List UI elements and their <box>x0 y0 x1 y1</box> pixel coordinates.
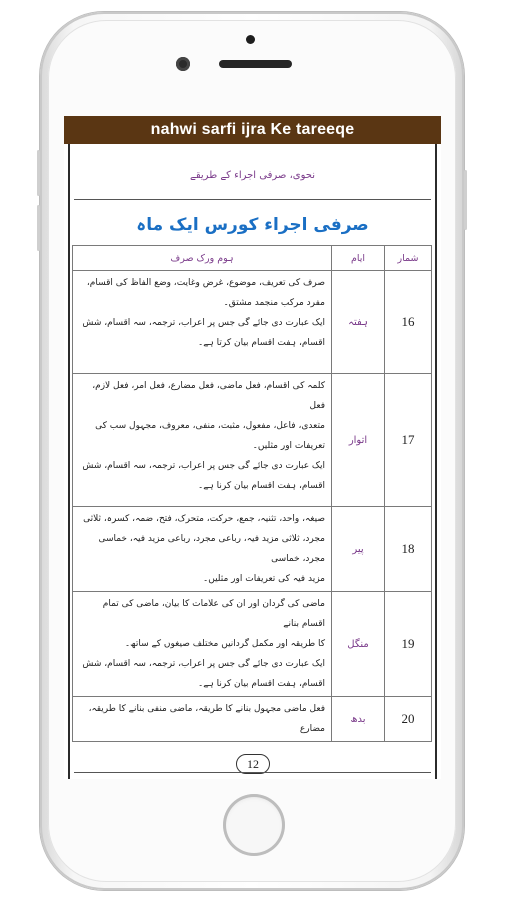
work-line: اقسام، ہفت اقسام بیان کرنا ہے۔ <box>197 481 325 491</box>
row-number: 17 <box>385 374 432 507</box>
work-line: کلمہ کی اقسام، فعل ماضی، فعل مضارع، فعل امر، فعل لازم، فعل <box>92 381 325 411</box>
work-line: ایک عبارت دی جائے گی جس پر اعراب، ترجمہ، سہ اقسام، شش <box>82 461 325 471</box>
work-line: اقسام، ہفت اقسام بیان کرتا ہے۔ <box>197 338 325 348</box>
work-line: مزید فیہ کی تعریفات اور مثلیں۔ <box>202 574 325 584</box>
row-number: 18 <box>385 507 432 592</box>
front-camera <box>176 57 190 71</box>
row-day: منگل <box>332 592 385 697</box>
work-line: ایک عبارت دی جائے گی جس پر اعراب، ترجمہ، سہ اقسام، شش <box>82 318 325 328</box>
row-day: پیر <box>332 507 385 592</box>
row-work <box>73 697 332 742</box>
work-line: ایک عبارت دی جائے گی جس پر اعراب، ترجمہ، سہ اقسام، شش <box>82 659 325 669</box>
earpiece-speaker <box>219 60 292 68</box>
work-line: ماضی کی گردان اور ان کی علامات کا بیان، ماضی کی تمام اقسام بنانے <box>102 599 325 629</box>
row-work <box>73 374 332 507</box>
table-row <box>73 697 432 742</box>
table-header-row <box>73 246 432 271</box>
row-work <box>73 271 332 374</box>
work-line: تعریفات اور مثلیں۔ <box>252 441 325 451</box>
book-page[interactable] <box>64 144 441 779</box>
running-head: نحوی، صرفی اجراء کے طریقے <box>189 170 316 181</box>
row-number: 20 <box>385 697 432 742</box>
work-line: صرف کی تعریف، موضوع، غرض وغایت، وضع الفاظ کی اقسام، <box>86 278 325 288</box>
header-rule <box>74 199 431 200</box>
table-row <box>73 271 432 374</box>
table-row <box>73 507 432 592</box>
course-table <box>72 245 432 742</box>
app-title: nahwi sarfi ijra Ke tareeqe <box>150 121 355 138</box>
footer-rule <box>74 772 431 773</box>
row-day: بدھ <box>332 697 385 742</box>
work-line: متعدی، فاعل، مفعول، مثبت، منفی، معروف، مجہول سب کی <box>95 421 325 431</box>
header-number: شمار <box>385 246 432 271</box>
header-day: ایام <box>332 246 385 271</box>
work-line: اقسام، ہفت اقسام بیان کرنا ہے۔ <box>197 679 325 689</box>
volume-button <box>37 150 40 196</box>
chapter-title: صرفی اجراء کورس ایک ماہ <box>136 215 369 235</box>
app-bar <box>64 116 441 144</box>
work-line: کا طریقہ اور مکمل گردانیں مختلف صیغوں کے ساتھ۔ <box>124 639 325 649</box>
work-line: فعل ماضی مجہول بنانے کا طریقہ، ماضی منفی بنانے کا طریقہ، مضارع <box>88 704 325 734</box>
work-line: مجرد، ثلاثی مزید فیہ، رباعی مجرد، رباعی مزید فیہ، خماسی مجرد، خماسی <box>98 534 325 564</box>
row-day: ہفتہ <box>332 271 385 374</box>
row-work <box>73 592 332 697</box>
row-number: 19 <box>385 592 432 697</box>
header-work: ہوم ورک صرف <box>73 246 332 271</box>
power-button <box>464 170 467 230</box>
volume-button <box>37 205 40 251</box>
table-row <box>73 592 432 697</box>
app-screen <box>64 116 441 779</box>
work-line: مفرد مرکب منجمد مشتق۔ <box>223 298 325 308</box>
row-work <box>73 507 332 592</box>
row-day: اتوار <box>332 374 385 507</box>
table-row <box>73 374 432 507</box>
home-button[interactable] <box>223 794 285 856</box>
page-number: 12 <box>236 754 270 774</box>
row-number: 16 <box>385 271 432 374</box>
work-line: صیغہ، واحد، تثنیہ، جمع، حرکت، متحرک، فتح، ضمہ، کسرہ، ثلاثی <box>83 514 325 524</box>
camera-dot <box>246 35 255 44</box>
